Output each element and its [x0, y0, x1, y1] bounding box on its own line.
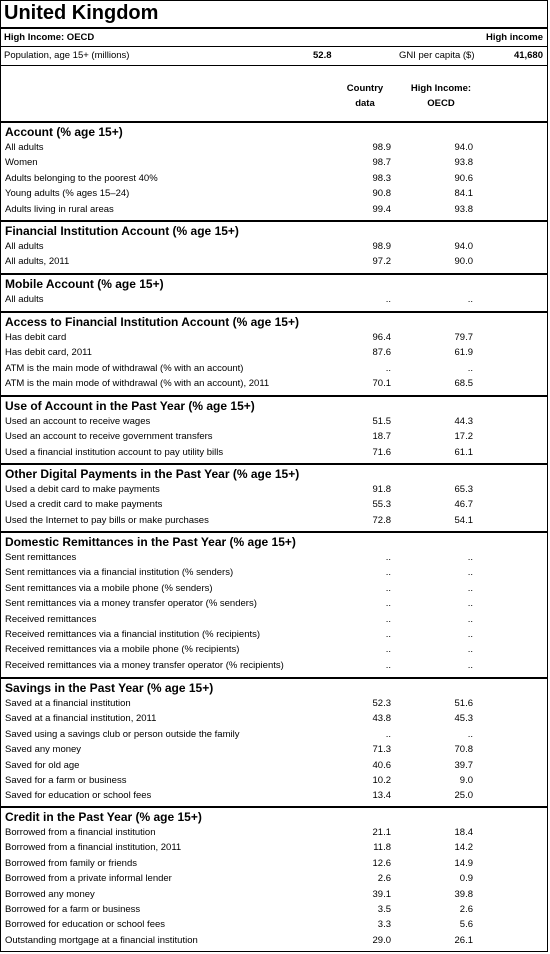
table-row — [5, 363, 547, 378]
country-value: 39.1 — [372, 888, 391, 900]
region-value: 46.7 — [454, 499, 473, 511]
row-label: Borrowed from a financial institution, 2011 — [5, 842, 182, 854]
region-value: 93.8 — [454, 203, 473, 215]
country-value: 3.3 — [377, 919, 391, 931]
row-label: Received remittances via a mobile phone (% recipients) — [5, 644, 240, 656]
gni-value: 41,680 — [513, 50, 543, 61]
country-value: 87.6 — [372, 347, 391, 359]
table-row — [5, 644, 547, 659]
table-row — [5, 790, 547, 805]
column-header-country: Country data — [346, 83, 384, 109]
row-label: Adults belonging to the poorest 40% — [5, 172, 158, 184]
country-value: .. — [385, 728, 391, 740]
section-2 — [1, 273, 547, 305]
region-value: .. — [467, 598, 473, 610]
table-row — [5, 744, 547, 759]
table-row — [5, 447, 547, 462]
country-value: .. — [385, 629, 391, 640]
country-value: 71.3 — [372, 744, 391, 756]
row-label: Sent remittances via a money transfer operator (% senders) — [5, 598, 257, 610]
table-row — [5, 889, 547, 904]
row-label: ATM is the main mode of withdrawal (% with an account) — [5, 362, 244, 374]
row-label: Young adults (% ages 15–24) — [5, 188, 130, 200]
region-value: 39.8 — [454, 888, 473, 900]
country-value: 99.4 — [372, 203, 391, 215]
country-value: 90.8 — [372, 188, 391, 200]
column-header-region: High Income: OECD — [410, 83, 472, 109]
table-row — [5, 629, 547, 644]
row-label: ATM is the main mode of withdrawal (% with an account), 2011 — [5, 378, 270, 390]
row-label: Has debit card — [5, 332, 67, 343]
country-value: .. — [385, 613, 391, 625]
region-value: 25.0 — [454, 790, 473, 802]
table-row — [5, 873, 547, 888]
region-value: .. — [467, 629, 473, 640]
row-label: Received remittances via a financial institution (% recipients) — [5, 629, 261, 640]
table-row — [5, 919, 547, 934]
table-row — [5, 484, 547, 499]
row-label: Saved at a financial institution — [5, 698, 131, 709]
section-6 — [1, 531, 547, 671]
section-title: Use of Account in the Past Year (% age 15+) — [5, 399, 255, 413]
country-value: 91.8 — [372, 484, 391, 495]
row-label: Borrowed from a private informal lender — [5, 873, 172, 885]
region-value: .. — [467, 728, 473, 740]
gni-label: GNI per capita ($) — [399, 50, 475, 61]
table-row — [5, 583, 547, 598]
row-label: Borrowed any money — [5, 888, 95, 900]
section-title: Savings in the Past Year (% age 15+) — [5, 681, 214, 695]
country-value: 96.4 — [372, 332, 391, 343]
section-title: Credit in the Past Year (% age 15+) — [5, 810, 202, 824]
region-value: .. — [467, 552, 473, 563]
row-label: Used an account to receive government transfers — [5, 431, 213, 443]
country-value: 21.1 — [372, 827, 391, 838]
row-label: Used a financial institution account to pay utility bills — [5, 446, 224, 458]
country-value: 72.8 — [372, 514, 391, 526]
section-title: Financial Institution Account (% age 15+) — [5, 224, 239, 238]
country-value: 13.4 — [372, 790, 391, 802]
region-value: .. — [467, 362, 473, 374]
country-value: .. — [385, 598, 391, 610]
row-label: All adults — [5, 142, 44, 153]
table-row — [5, 378, 547, 393]
row-label: Adults living in rural areas — [5, 203, 114, 215]
income-group-right: High income — [485, 32, 543, 43]
table-row — [5, 614, 547, 629]
region-value: 94.0 — [454, 142, 473, 153]
country-value: .. — [385, 294, 391, 305]
section-title: Domestic Remittances in the Past Year (% age 15+) — [5, 535, 296, 549]
region-value: 14.9 — [454, 857, 473, 869]
region-value: 5.6 — [459, 919, 473, 931]
country-value: 40.6 — [372, 759, 391, 771]
region-value: 79.7 — [454, 332, 473, 343]
table-row — [5, 142, 547, 157]
region-value: 0.9 — [459, 873, 473, 885]
page-title: United Kingdom — [4, 2, 159, 24]
region-value: 26.1 — [454, 934, 473, 946]
section-title: Mobile Account (% age 15+) — [5, 277, 164, 291]
region-value: .. — [467, 567, 473, 579]
table-row — [5, 598, 547, 613]
region-value: 18.4 — [454, 827, 473, 838]
region-value: 61.1 — [454, 446, 473, 458]
row-label: Has debit card, 2011 — [5, 347, 92, 359]
section-title: Account (% age 15+) — [5, 125, 123, 139]
row-label: Received remittances — [5, 613, 97, 625]
country-value: 98.3 — [372, 172, 391, 184]
country-value: 11.8 — [373, 842, 391, 854]
country-value: 12.6 — [372, 857, 391, 869]
region-value: 84.1 — [454, 188, 473, 200]
country-value: 98.7 — [372, 157, 391, 169]
country-value: .. — [385, 567, 391, 579]
row-label: Saved for a farm or business — [5, 775, 127, 786]
table-row — [5, 858, 547, 873]
row-label: Sent remittances — [5, 552, 77, 563]
table-row — [5, 775, 547, 790]
country-value: 98.9 — [372, 241, 391, 252]
region-value: 90.0 — [454, 256, 473, 268]
country-value: 52.3 — [372, 698, 391, 709]
country-value: .. — [385, 362, 391, 374]
region-value: .. — [467, 644, 473, 656]
row-label: Used a debit card to make payments — [5, 484, 160, 495]
region-value: 93.8 — [454, 157, 473, 169]
population-row — [1, 47, 547, 66]
section-title: Access to Financial Institution Account (% age 15+) — [5, 315, 299, 329]
row-label: Received remittances via a money transfer operator (% recipients) — [5, 659, 284, 671]
region-value: 9.0 — [459, 775, 473, 786]
table-row — [5, 515, 547, 530]
table-row — [5, 188, 547, 203]
section-3 — [1, 311, 547, 390]
row-label: Borrowed for a farm or business — [5, 904, 141, 915]
region-value: 14.2 — [454, 842, 473, 854]
table-row — [5, 332, 547, 347]
region-value: 61.9 — [454, 347, 473, 359]
country-value: 71.6 — [372, 446, 391, 458]
income-row — [1, 29, 547, 47]
table-row — [5, 173, 547, 188]
row-label: Borrowed from family or friends — [5, 857, 137, 869]
row-label: Saved for old age — [5, 759, 80, 771]
table-row — [5, 499, 547, 514]
title-bar — [1, 1, 547, 29]
country-value: 98.9 — [372, 142, 391, 153]
row-label: Saved any money — [5, 744, 82, 756]
population-label: Population, age 15+ (millions) — [4, 50, 130, 61]
country-value: 55.3 — [372, 499, 391, 511]
section-7 — [1, 677, 547, 802]
region-value: 68.5 — [454, 378, 473, 390]
region-value: .. — [467, 659, 473, 671]
row-label: Borrowed for education or school fees — [5, 919, 166, 931]
region-value: 65.3 — [454, 484, 473, 495]
table-row — [5, 294, 547, 309]
row-label: All adults — [5, 241, 44, 252]
section-title: Other Digital Payments in the Past Year (% age 15+) — [5, 467, 300, 481]
country-value: 10.2 — [372, 775, 391, 786]
row-label: Used the Internet to pay bills or make purchases — [5, 514, 209, 526]
region-value: 2.6 — [459, 904, 473, 915]
country-value: 51.5 — [372, 416, 391, 427]
table-row — [5, 698, 547, 713]
table-row — [5, 842, 547, 857]
region-value: 70.8 — [454, 744, 473, 756]
section-4 — [1, 395, 547, 458]
row-label: Used a credit card to make payments — [5, 499, 163, 511]
table-row — [5, 567, 547, 582]
section-8 — [1, 806, 547, 946]
region-value: .. — [467, 582, 473, 594]
country-value: 29.0 — [372, 934, 391, 946]
row-label: Saved for education or school fees — [5, 790, 152, 802]
table-row — [5, 241, 547, 256]
table-row — [5, 256, 547, 271]
region-value: 39.7 — [454, 759, 473, 771]
row-label: Saved using a savings club or person outside the family — [5, 728, 240, 740]
country-value: .. — [385, 644, 391, 656]
section-1 — [1, 220, 547, 268]
country-value: 2.6 — [377, 873, 391, 885]
table-row — [5, 713, 547, 728]
section-0 — [1, 121, 547, 215]
table-row — [5, 660, 547, 675]
table-row — [5, 431, 547, 446]
row-label: Sent remittances via a financial institution (% senders) — [5, 567, 234, 579]
region-value: 90.6 — [454, 172, 473, 184]
table-row — [5, 935, 547, 950]
row-label: Saved at a financial institution, 2011 — [5, 713, 157, 725]
row-label: Borrowed from a financial institution — [5, 827, 156, 838]
row-label: Used an account to receive wages — [5, 416, 151, 427]
table-row — [5, 157, 547, 172]
table-row — [5, 904, 547, 919]
country-value: 70.1 — [372, 378, 391, 390]
region-value: 54.1 — [454, 514, 473, 526]
row-label: All adults — [5, 294, 44, 305]
population-value: 52.8 — [313, 50, 332, 61]
row-label: All adults, 2011 — [5, 256, 70, 268]
region-value: .. — [467, 294, 473, 305]
country-value: .. — [385, 582, 391, 594]
table-row — [5, 347, 547, 362]
section-5 — [1, 463, 547, 526]
row-label: Outstanding mortgage at a financial institution — [5, 934, 198, 946]
table-row — [5, 760, 547, 775]
table-row — [5, 729, 547, 744]
table-row — [5, 416, 547, 431]
region-value: 94.0 — [454, 241, 473, 252]
country-value: .. — [385, 659, 391, 671]
country-value: 3.5 — [377, 904, 391, 915]
country-value: .. — [385, 552, 391, 563]
region-value: .. — [467, 613, 473, 625]
table-row — [5, 552, 547, 567]
income-group-label: High Income: OECD — [4, 32, 95, 43]
region-value: 44.3 — [454, 416, 473, 427]
country-value: 18.7 — [372, 431, 391, 443]
table-row — [5, 827, 547, 842]
region-value: 51.6 — [454, 698, 473, 709]
region-value: 45.3 — [454, 713, 473, 725]
region-value: 17.2 — [454, 431, 473, 443]
country-value: 43.8 — [372, 713, 391, 725]
row-label: Sent remittances via a mobile phone (% senders) — [5, 582, 213, 594]
row-label: Women — [5, 157, 38, 169]
country-value: 97.2 — [372, 256, 391, 268]
table-row — [5, 204, 547, 219]
